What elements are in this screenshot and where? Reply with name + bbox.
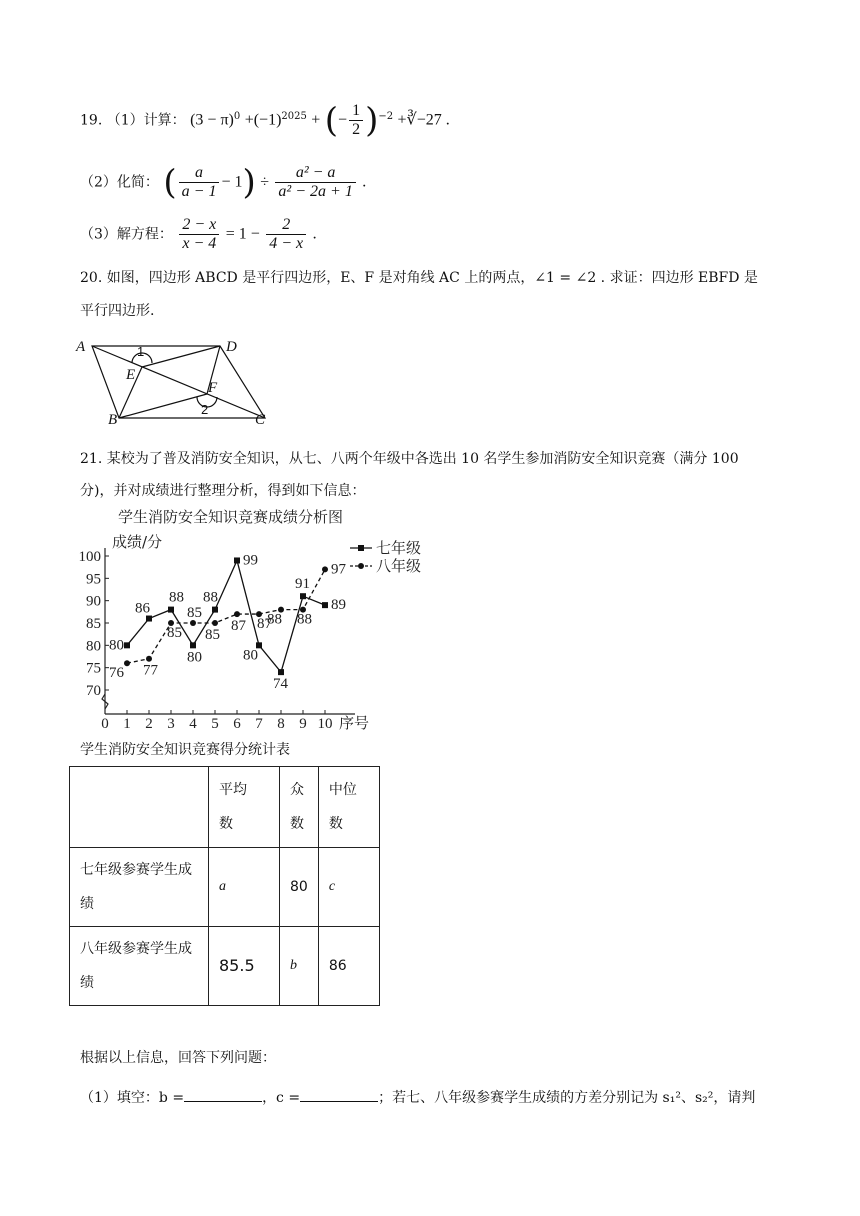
score-line-chart [60,502,460,738]
q19-p2-minus1: − 1 [221,173,243,191]
data-point-grade7 [168,607,174,613]
q19-p1-label: （1）计算： [106,112,186,129]
chart-legend [350,539,421,575]
stats-table [69,766,380,1006]
q21-sub1-b: ，c = [262,1090,301,1106]
data-point-grade7 [234,557,240,563]
data-label: 76 [109,665,124,682]
y-tick-label: 90 [86,593,101,610]
data-point-grade7 [300,593,306,599]
q21-line1: 21. 某校为了普及消防安全知识，从七、八两个年级中各选出 10 名学生参加消防安全知识竞赛（满分 100 [80,451,739,467]
q19-part3 [80,216,317,253]
x-tick-label: 8 [277,716,285,732]
data-label: 97 [331,561,346,578]
q19-p2-frac1-den: a − 1 [181,183,217,200]
q19-part1: 19. （1）计算： $(3 - \pi)^0 +(-1)^{2025}$ + (− $\frac{1}{2}$ )$^{-2}$ +∛−27 . [80,100,450,141]
q19-p1-term-a: (3 − π) [190,111,234,129]
data-point-grade8 [234,611,240,617]
table-cell: a [209,848,280,927]
label-b: B [108,412,118,428]
q19-p1-exp-a: 0 [233,110,241,122]
segment-ed [142,346,220,367]
q19-p1-exp-b: 2025 [281,110,307,122]
q20-line2: 平行四边形. [80,303,155,319]
data-label: 80 [187,649,202,666]
header-mean: 平均数 [219,782,247,832]
data-point-grade8 [124,660,130,666]
table-cell: 八年级参赛学生成绩 [70,927,209,1006]
q19-p3-frac1-num: 2 − x [179,216,219,235]
data-point-grade8 [212,620,218,626]
table-header-row [70,767,380,848]
q21-line2: 分)，并对成绩进行整理分析，得到如下信息： [80,483,366,499]
label-c: C [255,412,266,428]
q19-p2-frac2-num: a² − a [275,164,355,183]
y-tick-label: 85 [86,616,101,632]
q19-p3-end: . [312,225,317,243]
legend-marker [358,545,364,551]
x-tick-label: 1 [123,716,131,732]
data-label: 99 [243,552,258,569]
data-label: 85 [167,625,182,641]
x-tick-label: 3 [167,716,175,732]
table-header-cell [70,767,209,848]
table-cell: c [318,848,379,927]
table-cell: b [280,927,319,1006]
data-point-grade8 [322,566,328,572]
data-point-grade7 [322,602,328,608]
q19-p1-frac-num: 1 [349,102,363,121]
x-tick-label: 7 [255,716,263,732]
data-label: 91 [295,576,310,593]
x-tick-label: 0 [101,716,109,732]
data-label: 85 [205,627,220,643]
table-title: 学生消防安全知识竞赛得分统计表 [80,742,290,758]
table-row [70,927,380,1006]
q19-p2-end: . [362,173,367,191]
q21-sub1-a: （1）填空：b = [80,1090,185,1106]
data-label: 80 [243,647,258,664]
q19-p3-frac2-den: 4 − x [269,235,304,252]
q19-p1-neg: − [338,111,348,129]
legend-label: 八年级 [376,557,422,575]
data-label: 88 [267,611,282,628]
header-mode: 众数 [290,782,304,832]
table-cell: 85.5 [209,927,280,1006]
y-tick-label: 95 [86,571,101,588]
parallelogram-figure [70,332,290,432]
q19-p1-frac-den: 2 [352,121,361,138]
data-label: 89 [331,597,346,614]
x-tick-label: 10 [317,716,333,732]
q19-p3-label: （3）解方程： [80,226,173,243]
q19-p1-term-b: +(−1) [244,111,282,129]
y-tick-label: 80 [86,638,101,655]
chart-y-axis-label: 成绩/分 [112,533,163,551]
q19-number: 19. [80,112,103,129]
table-cell: 七年级参赛学生成绩 [70,848,209,927]
table-cell: 80 [280,848,319,927]
x-tick-label: 6 [233,716,241,732]
data-label: 86 [135,600,150,617]
q21-sub1-c: ；若七、八年级参赛学生成绩的方差分别记为 s₁²、s₂²，请判 [378,1090,756,1106]
data-label: 88 [169,589,184,606]
q19-p1-plus: + [311,111,321,129]
data-label: 87 [231,618,246,635]
x-tick-label: 5 [211,716,219,732]
q21-prompt: 根据以上信息，回答下列问题： [80,1050,276,1066]
data-label: 85 [187,605,202,621]
label-e: E [126,367,136,383]
q19-p1-term-d: +∛−27 . [397,111,450,129]
data-label: 80 [109,637,124,654]
table-header-cell [280,767,319,848]
legend-marker [358,563,364,569]
q19-p1-exp-c: −2 [378,110,394,122]
y-tick-label: 70 [86,683,101,699]
data-point-grade7 [212,607,218,613]
chart-title: 学生消防安全知识竞赛成绩分析图 [118,508,344,526]
data-label: 88 [203,589,218,606]
y-tick-label: 75 [86,660,101,677]
q19-part2: （2）化简： ( $\frac{a}{a - 1}$ − 1) ÷ $\frac{\text{a² − a}}{\text{a² − 2a + 1}}$ . [80,162,367,203]
x-tick-label: 9 [299,716,307,732]
data-point-grade7 [124,642,130,648]
answer-blank-b[interactable] [184,1087,262,1102]
table-cell: 86 [318,927,379,1006]
q19-p3-frac2-num: 2 [266,216,306,235]
legend-label: 七年级 [376,539,422,557]
label-a: A [76,339,86,355]
label-d: D [226,339,237,355]
data-label: 74 [273,676,288,693]
data-label: 88 [297,611,312,628]
answer-blank-c[interactable] [300,1087,378,1102]
data-point-grade7 [278,669,284,675]
label-angle-1: 1 [137,344,145,359]
x-axis-label: 序号 [339,714,370,732]
table-row [70,848,380,927]
q19-p2-div: ÷ [260,173,269,191]
q19-p3-frac1-den: x − 4 [182,235,217,252]
q19-p2-frac2-den: a² − 2a + 1 [278,183,353,200]
y-tick-label: 100 [78,549,101,565]
data-point-grade8 [146,656,152,662]
data-point-grade7 [190,642,196,648]
segment-fb [119,394,207,418]
label-angle-2: 2 [201,402,209,417]
q20-line1: 20. 如图，四边形 ABCD 是平行四边形，E、F 是对角线 AC 上的两点，∠1 = ∠2 . 求证：四边形 EBFD 是 [80,270,758,286]
x-tick-label: 2 [145,716,153,732]
data-label: 87 [257,616,272,633]
header-median: 中位数 [328,782,357,832]
q19-p2-frac1-num: a [179,164,220,183]
data-label: 77 [143,662,158,679]
x-tick-label: 4 [189,716,197,732]
q19-p2-label: （2）化简： [80,174,159,191]
table-header-cell [209,767,280,848]
table-header-cell [318,767,379,848]
q19-p3-mid: = 1 − [225,225,260,243]
label-f: F [208,380,218,396]
q21-sub1 [80,1087,755,1108]
